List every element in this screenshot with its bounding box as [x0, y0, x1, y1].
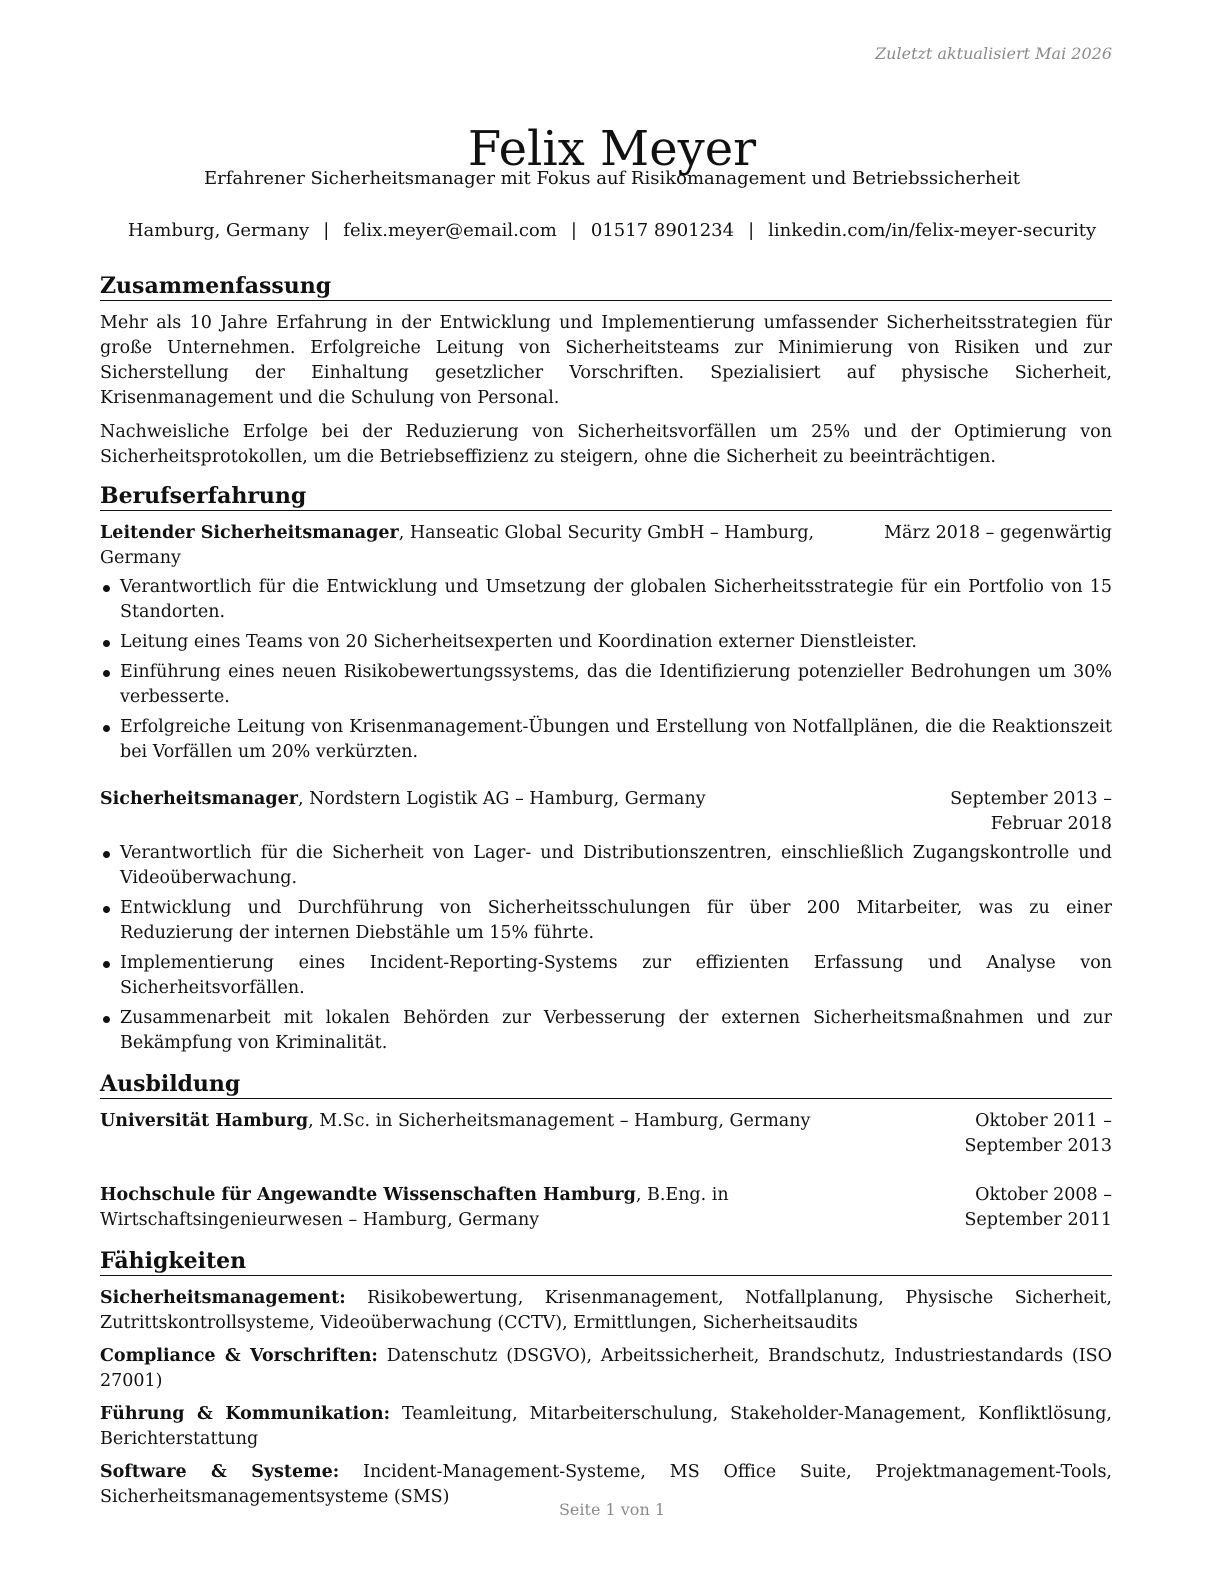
job-bullet-list	[100, 841, 1112, 1056]
contact-phone[interactable]: 01517 8901234	[590, 220, 735, 241]
education-degree: , M.Sc. in Sicherheitsmanagement – Hamburg, Germany	[308, 1111, 811, 1131]
job-dates: September 2013 – Februar 2018	[950, 789, 1112, 834]
job-entry	[100, 521, 1112, 765]
section-heading-education: Ausbildung	[100, 1070, 1112, 1099]
summary-paragraph: Nachweisliche Erfolge bei der Reduzierung von Sicherheitsvorfällen um 25% und der Optimierung von Sicherheitsprotokollen, um die Betriebseffizienz zu steigern, ohne die Sicherheit zu beeinträchtigen.	[100, 422, 1112, 467]
summary-paragraph: Mehr als 10 Jahre Erfahrung in der Entwicklung und Implementierung umfassender Sicherheitsstrategien für große Unternehmen. Erfolgreiche Leitung von Sicherheitsteams zur Minimierung von Risiken und zur Sicherstellung der Einhaltung gesetzlicher Vorschriften. Spezialisiert auf physische Sicherheit, Krisenmanagement und die Schulung von Personal.	[100, 313, 1112, 408]
job-bullet: Verantwortlich für die Sicherheit von Lager- und Distributionszentren, einschließlich Zugangskontrolle und Videoüberwachung.	[100, 841, 1112, 891]
skill-group-items: Incident-Management-Systeme, MS Office Suite, Projektmanagement-Tools, Sicherheitsmanagementsysteme (SMS)	[100, 1462, 1112, 1507]
job-title-line	[100, 787, 877, 812]
job-bullet-list	[100, 575, 1112, 765]
job-bullet: Einführung eines neuen Risikobewertungssystems, das die Identifizierung potenzieller Bedrohungen um 30% verbesserte.	[100, 660, 1112, 710]
education-header	[100, 1183, 1112, 1233]
education-header	[100, 1109, 1112, 1159]
last-updated-note: Zuletzt aktualisiert Mai 2026	[875, 44, 1112, 63]
job-entry	[100, 787, 1112, 1056]
summary-section	[100, 272, 1112, 470]
candidate-name: Felix Meyer	[467, 121, 757, 178]
job-role: Leitender Sicherheitsmanager	[100, 523, 399, 543]
job-bullet: Leitung eines Teams von 20 Sicherheitsexperten und Koordination externer Dienstleister.	[100, 630, 1112, 655]
contact-email[interactable]: felix.meyer@email.com	[343, 220, 557, 241]
skill-group-label: Compliance & Vorschriften:	[100, 1346, 378, 1366]
job-header	[100, 521, 1112, 571]
job-dates: März 2018 – gegenwärtig	[884, 523, 1112, 543]
job-title-line	[100, 521, 884, 571]
page-number-footer: Seite 1 von 1	[558, 1500, 666, 1519]
candidate-tagline: Erfahrener Sicherheitsmanager mit Fokus auf Risikomanagement und Betriebssicherheit	[203, 168, 1021, 189]
skill-group-items: Teamleitung, Mitarbeiterschulung, Stakeholder-Management, Konfliktlösung, Berichterstattung	[100, 1404, 1112, 1449]
education-dates: Oktober 2011 – September 2013	[964, 1111, 1112, 1156]
education-title-line	[100, 1183, 877, 1233]
job-bullet: Entwicklung und Durchführung von Sicherheitsschulungen für über 200 Mitarbeiter, was zu einer Reduzierung der internen Diebstähle um 15% führte.	[100, 896, 1112, 946]
education-school: Hochschule für Angewandte Wissenschaften Hamburg	[100, 1185, 636, 1205]
skill-group	[100, 1286, 1112, 1336]
skill-group-label: Software & Systeme:	[100, 1462, 340, 1482]
contact-separator: |	[748, 220, 755, 241]
education-school: Universität Hamburg	[100, 1111, 309, 1131]
education-entry	[100, 1109, 1112, 1159]
skills-section	[100, 1247, 1112, 1510]
education-section	[100, 1070, 1112, 1233]
job-role: Sicherheitsmanager	[100, 789, 298, 809]
education-dates: Oktober 2008 – September 2011	[964, 1185, 1112, 1230]
contact-line	[0, 219, 1224, 243]
contact-separator: |	[323, 220, 330, 241]
job-bullet: Implementierung eines Incident-Reporting-Systems zur effizienten Erfassung und Analyse von Sicherheitsvorfällen.	[100, 951, 1112, 1001]
contact-location: Hamburg, Germany	[127, 220, 310, 241]
skill-group-items: Datenschutz (DSGVO), Arbeitssicherheit, Brandschutz, Industriestandards (ISO 27001)	[100, 1346, 1112, 1391]
skill-group	[100, 1344, 1112, 1394]
resume-content	[100, 272, 1112, 1522]
education-title-line	[100, 1109, 877, 1134]
job-bullet: Verantwortlich für die Entwicklung und Umsetzung der globalen Sicherheitsstrategie für ein Portfolio von 15 Standorten.	[100, 575, 1112, 625]
job-header	[100, 787, 1112, 837]
section-heading-skills: Fähigkeiten	[100, 1247, 1112, 1276]
experience-section	[100, 482, 1112, 1056]
section-heading-experience: Berufserfahrung	[100, 482, 1112, 511]
job-company: , Hanseatic Global Security GmbH – Hamburg, Germany	[100, 523, 815, 568]
skill-group-label: Führung & Kommunikation:	[100, 1404, 391, 1424]
job-bullet: Erfolgreiche Leitung von Krisenmanagement-Übungen und Erstellung von Notfallplänen, die die Reaktionszeit bei Vorfällen um 20% verkürzten.	[100, 715, 1112, 765]
skill-group	[100, 1402, 1112, 1452]
education-degree: , B.Eng. in Wirtschaftsingenieurwesen – Hamburg, Germany	[100, 1185, 729, 1230]
section-heading-summary: Zusammenfassung	[100, 272, 1112, 301]
contact-separator: |	[570, 220, 577, 241]
education-entry	[100, 1183, 1112, 1233]
contact-linkedin[interactable]: linkedin.com/in/felix-meyer-security	[768, 220, 1097, 241]
job-company: , Nordstern Logistik AG – Hamburg, Germany	[297, 789, 706, 809]
skill-group-items: Risikobewertung, Krisenmanagement, Notfallplanung, Physische Sicherheit, Zutrittskontrollsysteme, Videoüberwachung (CCTV), Ermittlungen, Sicherheitsaudits	[100, 1288, 1112, 1333]
job-bullet: Zusammenarbeit mit lokalen Behörden zur Verbesserung der externen Sicherheitsmaßnahmen und zur Bekämpfung von Kriminalität.	[100, 1006, 1112, 1056]
skill-group-label: Sicherheitsmanagement:	[100, 1288, 346, 1308]
